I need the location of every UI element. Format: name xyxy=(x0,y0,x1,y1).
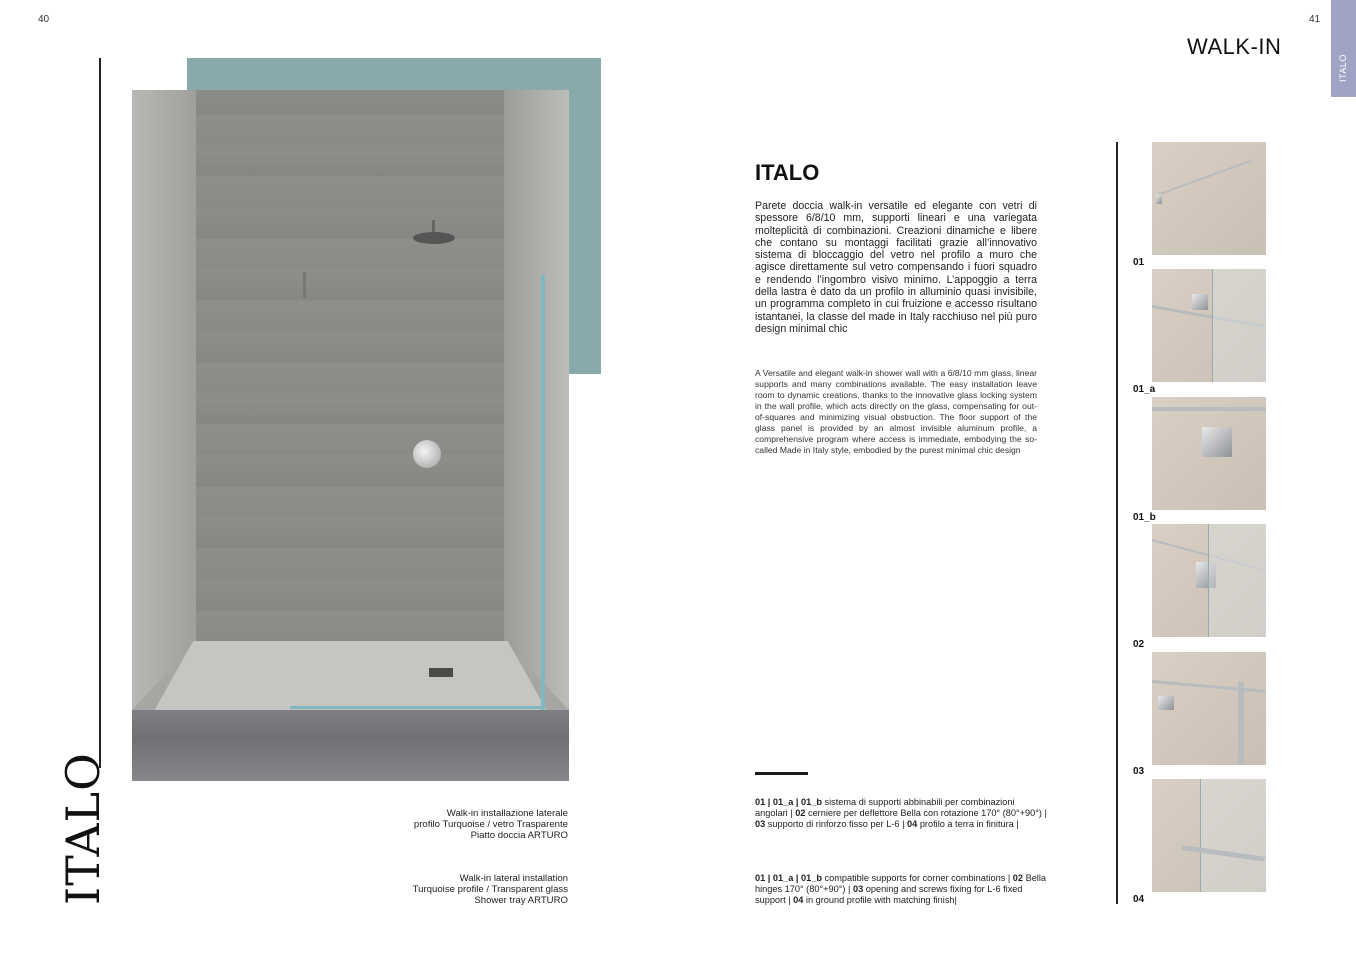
note-text: profilo a terra in finitura | xyxy=(917,819,1019,829)
photo-glass-profile xyxy=(541,275,545,710)
note-code: 02 xyxy=(795,808,806,818)
photo-mixer-valve xyxy=(413,440,441,468)
thumb-profile xyxy=(1238,682,1244,765)
thumb-support-bar xyxy=(1157,160,1252,196)
caption-en-line: Shower tray ARTURO xyxy=(474,895,568,906)
photo-shower-tray xyxy=(154,641,547,711)
detail-label-01a: 01_a xyxy=(1133,384,1156,395)
photo-stone-floor xyxy=(132,710,569,781)
photo-left-wall xyxy=(132,90,196,710)
caption-it-line: Piatto doccia ARTURO xyxy=(470,830,568,841)
detail-notes-italian xyxy=(755,797,1047,830)
thumb-glass xyxy=(1200,779,1266,892)
right-vertical-rule xyxy=(1116,142,1118,904)
note-code: 03 xyxy=(755,819,766,829)
note-text: sistema di supporti abbinabili per combinazioni angolari | xyxy=(755,797,1015,818)
thumb-clamp xyxy=(1158,696,1174,710)
page-number-right: 41 xyxy=(1309,14,1321,25)
vertical-product-title: ITALO xyxy=(56,752,110,905)
thumb-support-bar xyxy=(1152,407,1266,411)
note-text: in ground profile with matching finish| xyxy=(803,895,957,905)
detail-image-04 xyxy=(1152,779,1266,892)
left-vertical-rule xyxy=(99,58,101,768)
caption-en-line: Turquoise profile / Transparent glass xyxy=(412,884,568,895)
note-code: 03 xyxy=(852,884,864,894)
thumb-glass xyxy=(1212,269,1266,382)
thumb-clamp xyxy=(1202,427,1232,457)
caption-it-line: profilo Turquoise / vetro Trasparente xyxy=(413,819,568,830)
thumb-clamp xyxy=(1156,194,1162,204)
detail-image-01b xyxy=(1152,397,1266,510)
detail-image-01a xyxy=(1152,269,1266,382)
description-english: A Versatile and elegant walk-in shower wall with a 6/8/10 mm glass, linear supports and many combinations available. The easy installation leave room to dynamic creations, thanks to the innovative glass locking system in the wall profile, which acts directly on the glass, compensating for out-of-squares and minimizing visual obstruction. The floor support of the glass panel is provided by an almost invisible aluminum profile, a comprehensive program where access is immediate, embodying the so-called Made in Italy style, embodied by the purest minimal chic design xyxy=(755,368,1037,455)
photo-hand-shower xyxy=(303,272,306,298)
side-tab-label: ITALO xyxy=(1338,54,1348,82)
photo-caption-italian xyxy=(372,808,568,841)
shower-photo xyxy=(132,90,569,781)
caption-en-line: Walk-in lateral installation xyxy=(459,873,568,884)
detail-notes-english xyxy=(755,873,1047,906)
page-number-left: 40 xyxy=(38,14,50,25)
note-code: 01 | 01_a | 01_b xyxy=(755,797,822,807)
photo-drain xyxy=(429,668,453,677)
note-text: compatible supports for corner combinations | xyxy=(821,873,1013,883)
caption-it-line: Walk-in installazione laterale xyxy=(446,808,568,819)
section-title: WALK-IN xyxy=(1187,34,1282,59)
note-text: opening and screws fixing for L-6 fixed support | xyxy=(755,884,1023,905)
detail-label-04: 04 xyxy=(1133,894,1145,905)
photo-shower-head xyxy=(413,232,455,244)
photo-floor-profile xyxy=(290,706,545,709)
thumb-support-bar xyxy=(1152,680,1266,693)
thumb-clamp xyxy=(1192,294,1208,310)
thumb-glass xyxy=(1208,524,1266,637)
detail-image-03 xyxy=(1152,652,1266,765)
note-code: 04 xyxy=(793,895,804,905)
note-code: 04 xyxy=(907,819,918,829)
photo-caption-english xyxy=(372,873,568,906)
note-text: Bella hinges 170° (80°+90°) | xyxy=(755,873,1046,894)
notes-divider xyxy=(755,772,808,775)
note-code: 01 | 01_a | 01_b xyxy=(755,873,822,883)
detail-label-01: 01 xyxy=(1133,257,1145,268)
detail-image-01 xyxy=(1152,142,1266,255)
product-title: ITALO xyxy=(755,160,820,185)
photo-back-wall xyxy=(196,90,504,641)
note-text: cerniere per deflettore Bella con rotazione 170° (80°+90°) | xyxy=(805,808,1047,818)
description-italian: Parete doccia walk-in versatile ed elegante con vetri di spessore 6/8/10 mm, supporti lineari e una variegata molteplicità di combinazioni. Creazioni dinamiche e libere che contano su montaggi facilitati grazie all’innovativo sistema di bloccaggio del vetro nel profilo a muro che agisce direttamente sul vetro compensando i fuori squadro e rendendo l’ingombro visivo minimo. L’appoggio a terra della lastra è dato da un profilo in alluminio quasi invisibile, un programma completo in cui fruizione e accesso risultano istantanei, la classe del made in Italy racchiuso nel più puro design minimal chic xyxy=(755,200,1037,335)
note-code: 02 xyxy=(1012,873,1024,883)
side-index-tab[interactable] xyxy=(1331,0,1356,97)
detail-label-03: 03 xyxy=(1133,766,1145,777)
detail-image-02 xyxy=(1152,524,1266,637)
photo-right-wall xyxy=(504,90,569,710)
detail-label-02: 02 xyxy=(1133,639,1145,650)
detail-label-01b: 01_b xyxy=(1133,512,1156,523)
note-text: supporto di rinforzo fisso per L-6 | xyxy=(765,819,908,829)
